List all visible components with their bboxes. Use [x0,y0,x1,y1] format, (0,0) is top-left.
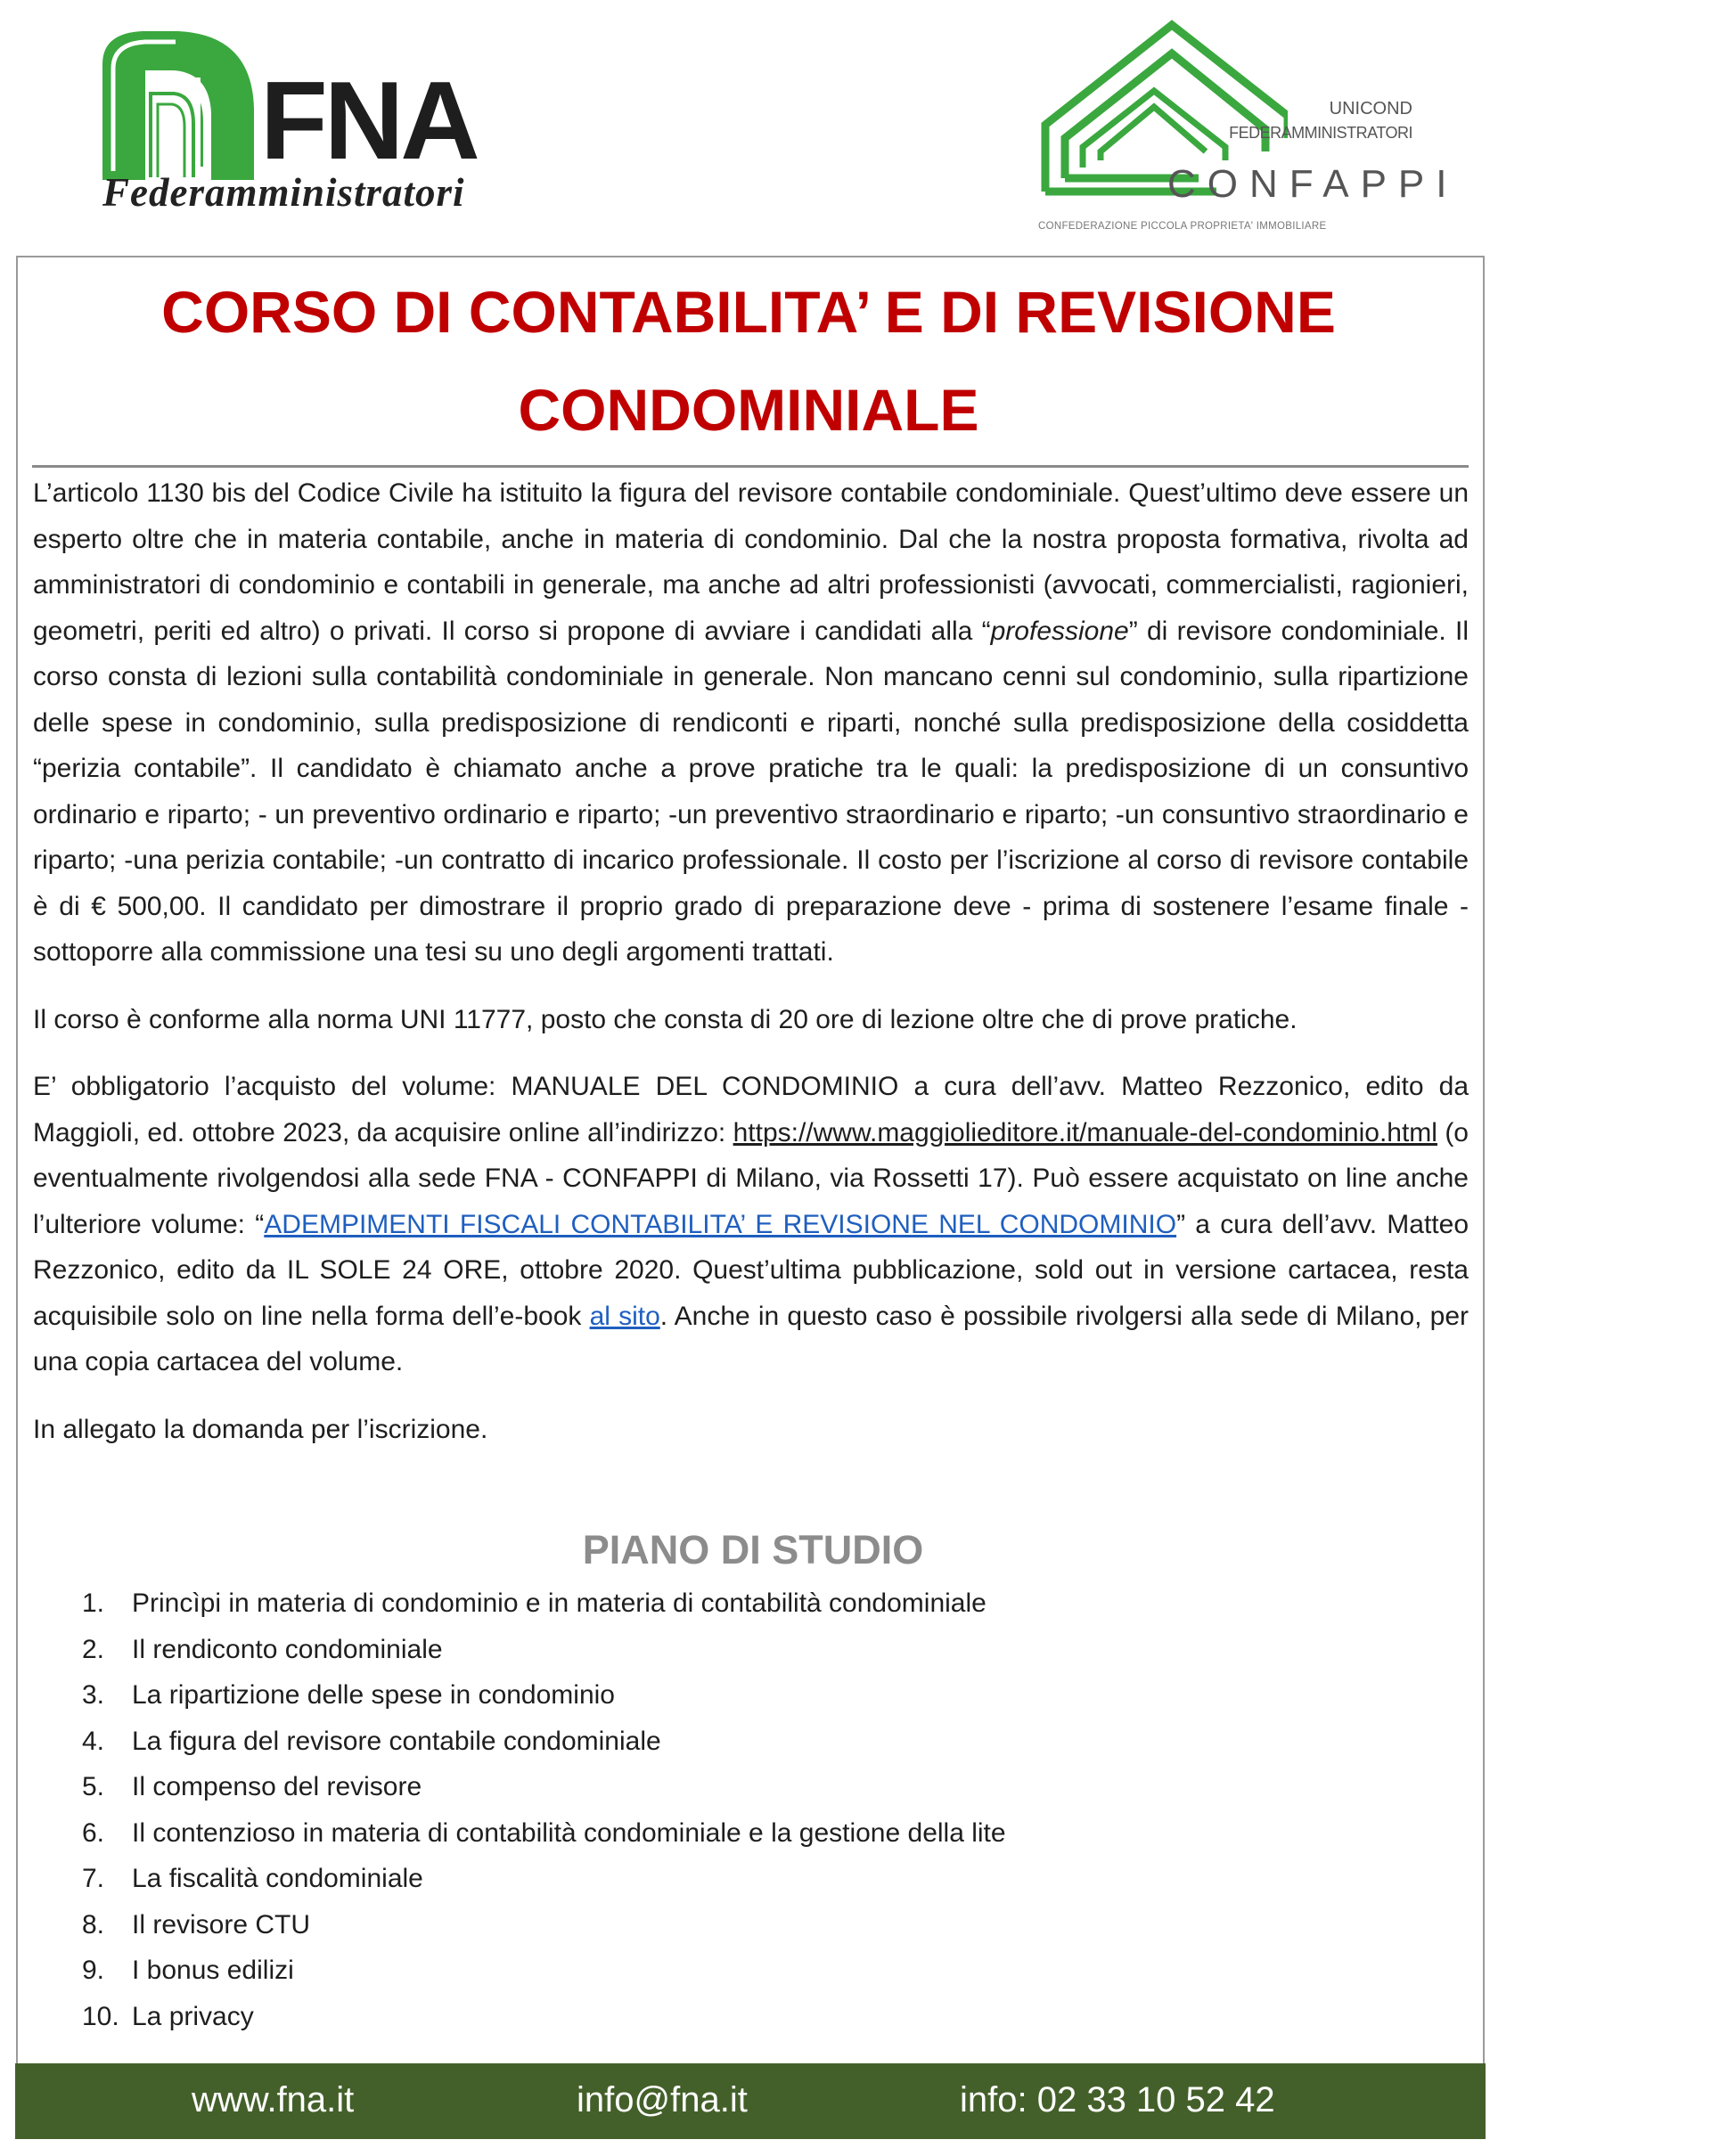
confappi-federa-text: FEDERAMMINISTRATORI [1229,124,1412,142]
paragraph-attachment: In allegato la domanda per l’iscrizione. [33,1414,488,1444]
list-item-number: 2. [82,1634,105,1664]
list-item-text: Princìpi in materia di condominio e in materia di contabilità condominiale [132,1588,986,1618]
intro-text-b: ” di revisore condominiale. Il corso consta di lezioni sulla contabilità condominiale in generale. Non mancano cenni sul condominio, sulla ripartizione delle spese in condominio, sulla predisposizione di rendiconti e riparti, nonché sulla predisposizione della cosiddetta “perizia contabile”. Il candidato è chiamato anche a prove pratiche tra le quali: la predisposizione di un consuntivo ordinario e riparto; - un preventivo ordinario e riparto; -un preventivo straordinario e riparto; -un consuntivo straordinario e riparto; -una perizia contabile; -un contratto di incarico professionale. Il costo per l’iscrizione al corso di revisore contabile è di € 500,00. Il candidato per dimostrare il proprio grado di preparazione deve - prima di sostenere l’esame finale - sottoporre alla commissione una tesi su uno degli argomenti trattati. [33,616,1469,967]
list-item-text: I bonus edilizi [132,1956,294,1985]
list-item-text: La privacy [132,2001,254,2031]
footer-bar [15,2063,1486,2139]
confappi-wordmark: CONFAPPI [1167,162,1459,206]
adempimenti-book-link[interactable]: ADEMPIMENTI FISCALI CONTABILITA’ E REVISIONE NEL CONDOMINIO [264,1209,1177,1239]
title-line-2: CONDOMINIALE [518,377,979,443]
list-item-number: 9. [82,1956,105,1985]
piano-list-item [82,1672,1419,1719]
list-item-number: 10. [82,2001,119,2031]
paragraph-uni-norm: Il corso è conforme alla norma UNI 11777, posto che consta di 20 ore di lezione oltre che di prove pratiche. [33,1004,1298,1034]
intro-text-a: L’articolo 1130 bis del Codice Civile ha istituito la figura del revisore contabile condominiale. Quest’ultimo deve essere un esperto oltre che in materia contabile, anche in materia di condominio. Dal che la nostra proposta formativa, rivolta ad amministratori di condominio e contabili in generale, ma anche ad altri professionisti (avvocati, commercialisti, ragionieri, geometri, periti ed altro) o privati. Il corso si propone di avviare i candidati alla “ [33,478,1469,646]
piano-list-item [82,1856,1419,1902]
fna-subtitle: Federamministratori [102,170,465,215]
piano-list-item [82,1580,1419,1627]
ebook-site-link[interactable]: al sito [589,1301,660,1331]
title-divider [32,465,1469,468]
list-item-number: 8. [82,1909,105,1940]
confappi-unicond-text: UNICOND [1329,99,1412,118]
piano-di-studio-heading: PIANO DI STUDIO [582,1527,924,1572]
list-item-number: 4. [82,1726,105,1756]
piano-list-item [82,1810,1419,1857]
list-item-number: 7. [82,1864,105,1893]
list-item-text: Il contenzioso in materia di contabilità condominiale e la gestione della lite [132,1817,1006,1848]
footer-website[interactable]: www.fna.it [192,2080,355,2119]
volume-text-b: (o eventualmente rivolgendosi alla sede FNA - CONFAPPI di Milano, via Rossetti 17). Può essere acquistato on line anche l’ulteriore volume: “ [33,1117,1469,1239]
footer-phone: info: 02 33 10 52 42 [960,2080,1275,2119]
confappi-tagline: CONFEDERAZIONE PICCOLA PROPRIETA' IMMOBILIARE [1038,221,1327,232]
page-title [0,263,1497,459]
maggioli-link[interactable]: https://www.maggiolieditore.it/manuale-del-condominio.html [733,1117,1437,1147]
piano-list-item [82,1994,1419,2040]
fna-logo [94,20,477,216]
piano-list-item [82,1719,1419,1765]
list-item-text: La ripartizione delle spese in condominio [132,1680,615,1710]
piano-list-item [82,1627,1419,1673]
fna-arch-icon [94,24,258,184]
list-item-text: La figura del revisore contabile condominiale [132,1726,661,1756]
confappi-logo [1038,18,1459,232]
list-item-number: 3. [82,1680,105,1710]
volume-text-d: . Anche in questo caso è possibile rivolgersi alla sede di Milano, per una copia cartacea del volume. [33,1301,1469,1376]
list-item-text: Il compenso del revisore [132,1772,422,1801]
list-item-number: 6. [82,1817,105,1848]
list-item-text: Il revisore CTU [132,1909,311,1940]
fna-wordmark: FNA [260,60,477,183]
list-item-text: La fiscalità condominiale [132,1864,423,1893]
piano-di-studio-list [82,1580,1419,2039]
volume-text-a: E’ obbligatorio l’acquisto del volume: MANUALE DEL CONDOMINIO a cura dell’avv. Matteo Rezzonico, edito da Maggioli, ed. ottobre 2023, da acquisire online all’indirizzo: [33,1072,1469,1147]
body-text [33,470,1469,1474]
piano-list-item [82,1948,1419,1994]
piano-list-item [82,1764,1419,1810]
list-item-number: 1. [82,1588,105,1618]
piano-list-item [82,1902,1419,1948]
title-line-1: CORSO DI CONTABILITA’ E DI REVISIONE [161,279,1336,345]
intro-italic-word: professione [990,616,1129,646]
volume-text-c: ” a cura dell’avv. Matteo Rezzonico, edito da IL SOLE 24 ORE, ottobre 2020. Quest’ultima pubblicazione, sold out in versione cartacea, resta acquisibile solo on line nella forma dell’e-book [33,1209,1469,1331]
list-item-text: Il rendiconto condominiale [132,1634,443,1664]
paragraph-volume [33,1064,1469,1385]
list-item-number: 5. [82,1772,105,1801]
paragraph-intro [33,470,1469,976]
footer-email[interactable]: info@fna.it [577,2080,748,2119]
